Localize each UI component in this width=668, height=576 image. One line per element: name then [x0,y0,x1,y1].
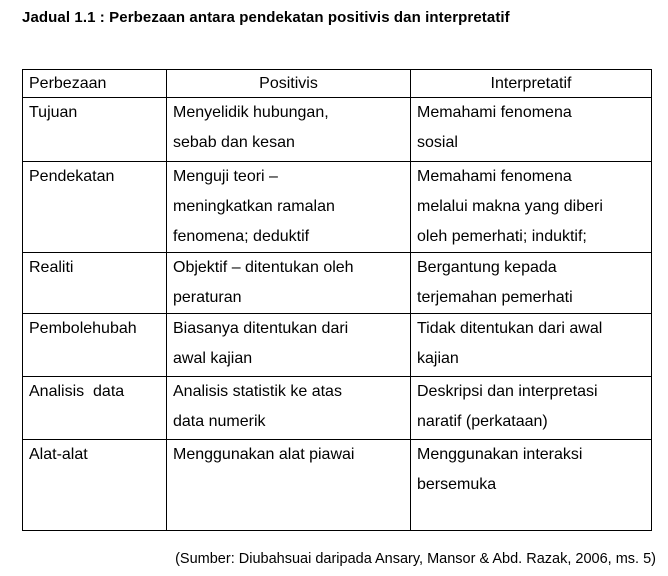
comparison-table [22,69,652,531]
positivis-cell [167,377,411,440]
cell-line: Menggunakan alat piawai [173,446,355,463]
header-perbezaan: Perbezaan [23,70,167,98]
table-row [23,377,652,440]
cell-line: oleh pemerhati; induktif; [417,228,587,245]
cell-line: sosial [417,134,458,151]
cell-line: terjemahan pemerhati [417,289,573,306]
cell-line: awal kajian [173,350,253,367]
aspect-cell [23,440,167,531]
positivis-cell [167,98,411,162]
positivis-cell [167,440,411,531]
cell-line: Analisis data [29,383,125,400]
table-row [23,98,652,162]
positivis-cell [167,253,411,314]
aspect-cell [23,98,167,162]
aspect-cell [23,314,167,377]
positivis-cell [167,314,411,377]
cell-line: data numerik [173,413,266,430]
cell-line: Pembolehubah [29,320,137,337]
aspect-cell [23,377,167,440]
cell-line: Biasanya ditentukan dari [173,320,349,337]
cell-line: Menggunakan interaksi [417,446,583,463]
cell-line: sebab dan kesan [173,134,295,151]
cell-line: Objektif – ditentukan oleh [173,259,354,276]
cell-line: Realiti [29,259,74,276]
source-citation: (Sumber: Diubahsuai daripada Ansary, Mansor & Abd. Razak, 2006, ms. 5) [175,551,656,567]
cell-line: bersemuka [417,476,497,493]
cell-line: Deskripsi dan interpretasi [417,383,598,400]
cell-line: Analisis statistik ke atas [173,383,342,400]
interpretatif-cell [411,377,652,440]
cell-line: peraturan [173,289,242,306]
cell-line: fenomena; deduktif [173,228,310,245]
cell-line: kajian [417,350,459,367]
header-positivis: Positivis [167,70,411,98]
cell-line: Menyelidik hubungan, [173,104,329,121]
table-row [23,162,652,253]
aspect-cell [23,253,167,314]
header-row [23,70,652,98]
positivis-cell [167,162,411,253]
cell-line: Bergantung kepada [417,259,557,276]
cell-line: Menguji teori – [173,168,278,185]
cell-line: naratif (perkataan) [417,413,548,430]
table-row [23,253,652,314]
cell-line: melalui makna yang diberi [417,198,603,215]
interpretatif-cell [411,314,652,377]
interpretatif-cell [411,440,652,531]
aspect-cell [23,162,167,253]
header-interpretatif: Interpretatif [411,70,652,98]
table-row [23,440,652,531]
interpretatif-cell [411,253,652,314]
table-row [23,314,652,377]
cell-line: Memahami fenomena [417,168,572,185]
interpretatif-cell [411,162,652,253]
cell-line: Tidak ditentukan dari awal [417,320,603,337]
table-title: Jadual 1.1 : Perbezaan antara pendekatan positivis dan interpretatif [22,9,510,26]
cell-line: Tujuan [29,104,78,121]
cell-line: Memahami fenomena [417,104,572,121]
cell-line: Alat-alat [29,446,88,463]
cell-line: Pendekatan [29,168,115,185]
interpretatif-cell [411,98,652,162]
cell-line: meningkatkan ramalan [173,198,335,215]
